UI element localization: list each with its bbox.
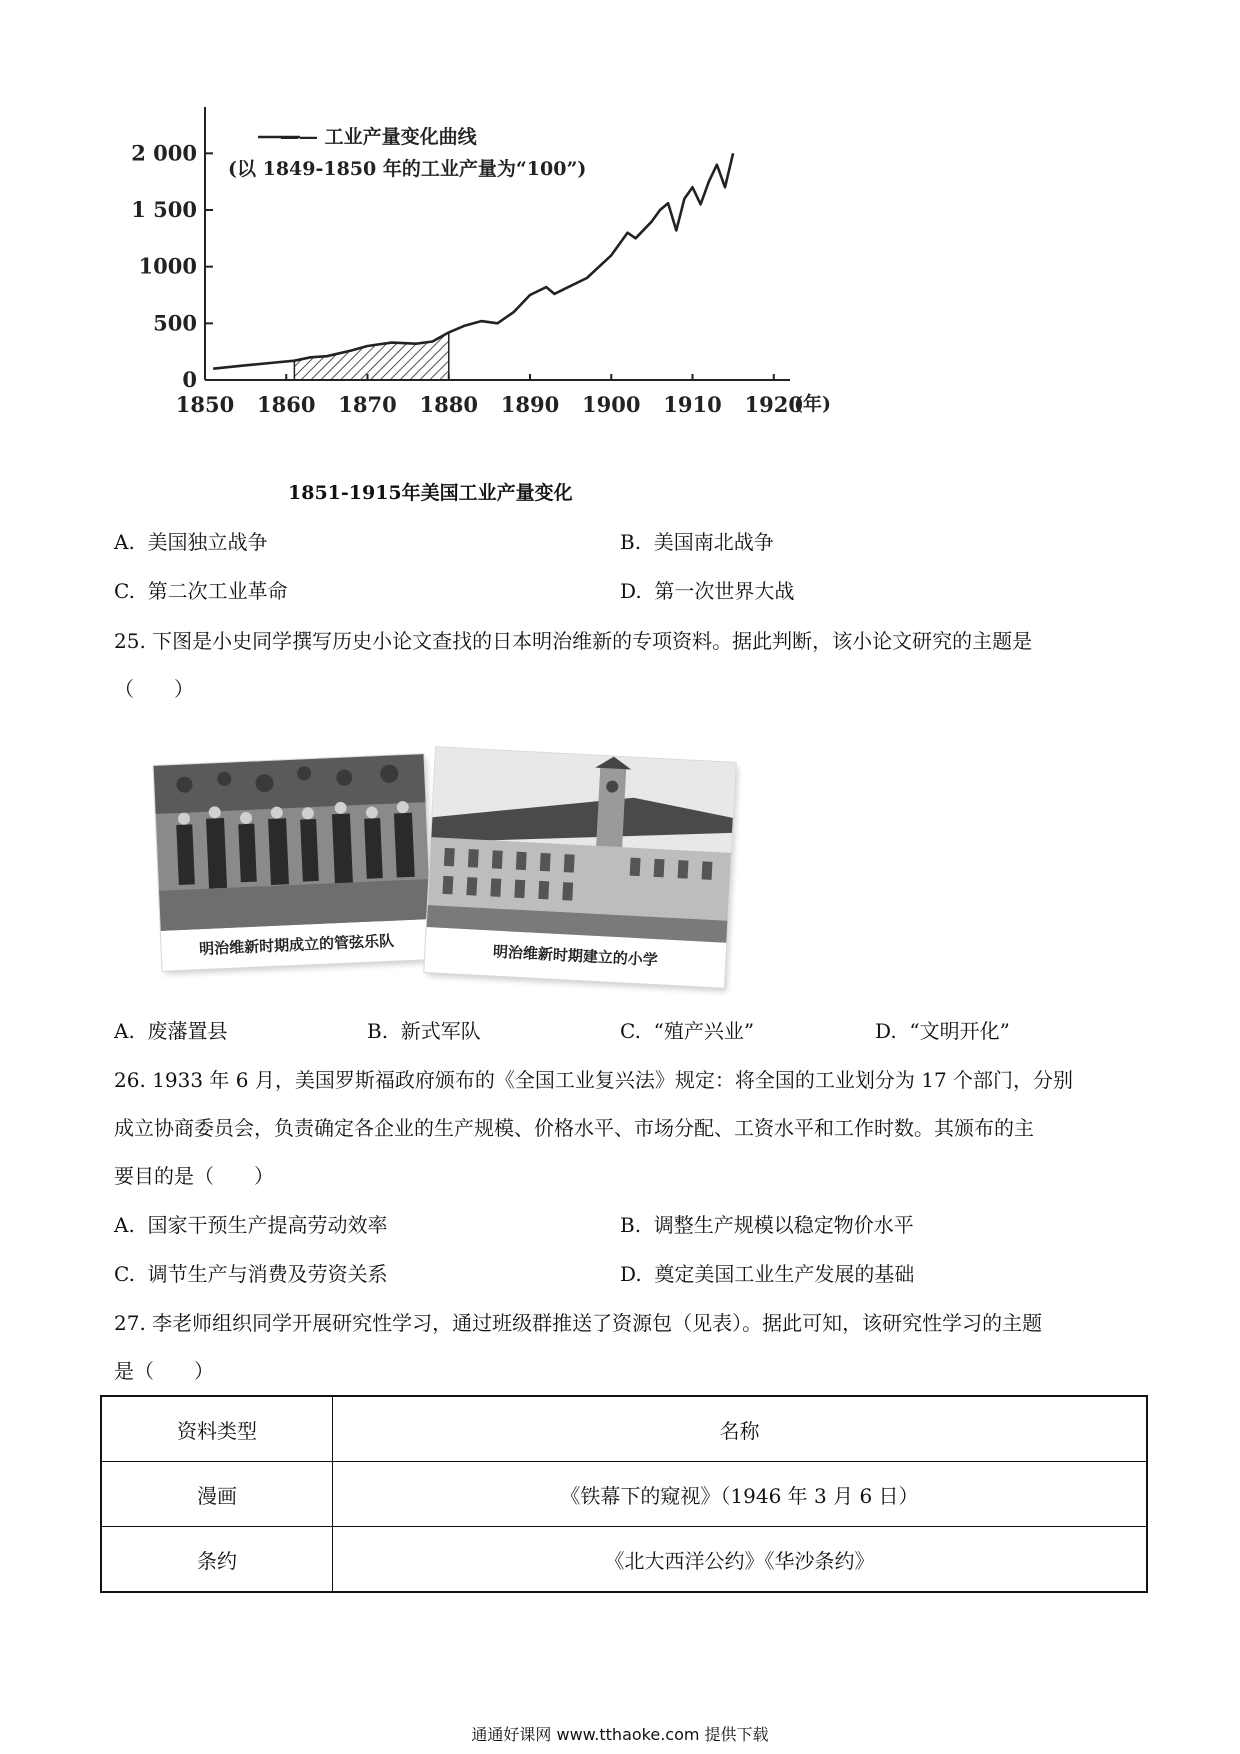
table-row bbox=[101, 1462, 1147, 1527]
q24-option-d bbox=[620, 577, 794, 605]
y-tick-label: 2 000 bbox=[131, 140, 197, 166]
option-text: “文明开化” bbox=[909, 1019, 1010, 1043]
y-tick-label: 1 500 bbox=[131, 197, 197, 222]
q25-option-a bbox=[114, 1017, 228, 1045]
x-tick-label: 1910 bbox=[663, 392, 722, 417]
chart-legend-line1: —— 工业产量变化曲线 bbox=[280, 126, 477, 148]
q25-option-d bbox=[875, 1017, 1010, 1045]
q26-option-a bbox=[114, 1211, 388, 1239]
option-label: B. bbox=[620, 1213, 642, 1237]
option-text: “殖产兴业” bbox=[653, 1019, 755, 1043]
option-text: 第二次工业革命 bbox=[147, 579, 288, 603]
option-label: D. bbox=[620, 1262, 642, 1286]
q26-stem-line3: 要目的是（ ） bbox=[114, 1164, 274, 1188]
option-label: B. bbox=[367, 1019, 389, 1043]
option-text: 奠定美国工业生产发展的基础 bbox=[654, 1262, 915, 1286]
table-row bbox=[101, 1527, 1147, 1593]
y-tick-label: 500 bbox=[153, 310, 197, 336]
x-tick-label: 1850 bbox=[175, 392, 235, 417]
y-tick-label: 1000 bbox=[138, 253, 197, 279]
x-tick-label: 1890 bbox=[500, 392, 560, 417]
option-text: 调整生产规模以稳定物价水平 bbox=[653, 1213, 914, 1237]
option-label: A. bbox=[114, 1019, 135, 1043]
option-text: 第一次世界大战 bbox=[654, 579, 795, 603]
x-tick-label: 1860 bbox=[257, 392, 316, 417]
option-text: 调节生产与消费及劳资关系 bbox=[147, 1262, 388, 1286]
q26-option-d bbox=[620, 1260, 914, 1288]
x-tick-label: 1900 bbox=[582, 392, 641, 417]
x-tick-label: 1920 bbox=[744, 392, 803, 417]
q24-option-a bbox=[114, 528, 268, 556]
orchestra-photo bbox=[154, 754, 433, 971]
q24-option-c bbox=[114, 577, 288, 605]
option-label: A. bbox=[114, 1213, 135, 1237]
y-tick-label: 0 bbox=[182, 367, 197, 392]
option-text: 美国南北战争 bbox=[653, 530, 774, 554]
q24-option-b bbox=[620, 528, 774, 556]
q26-option-c bbox=[114, 1260, 388, 1288]
option-text: 国家干预生产提高劳动效率 bbox=[147, 1213, 388, 1237]
q26-option-b bbox=[620, 1211, 914, 1239]
q25-option-b bbox=[367, 1017, 481, 1045]
q25-stem: 25. 下图是小史同学撰写历史小论文查找的日本明治维新的专项资料。据此判断，该小论文研究的主题是 bbox=[114, 629, 1033, 653]
chart-title: 1851-1915年美国工业产量变化 bbox=[288, 482, 573, 504]
option-label: C. bbox=[620, 1019, 641, 1043]
q27-stem-line2: 是（ ） bbox=[114, 1359, 214, 1383]
series-line bbox=[213, 153, 733, 368]
page-footer: 通通好课网 www.tthaoke.com 提供下载 bbox=[471, 1725, 769, 1744]
q26-stem-line1: 26. 1933 年 6 月，美国罗斯福政府颁布的《全国工业复兴法》规定：将全国的工业划分为 17 个部门，分别 bbox=[114, 1068, 1074, 1092]
chart-legend-line2: (以 1849-1850 年的工业产量为“100”) bbox=[228, 158, 587, 180]
table-cell: 漫画 bbox=[101, 1462, 333, 1527]
option-label: C. bbox=[114, 1262, 135, 1286]
x-tick-label: 1880 bbox=[419, 392, 478, 417]
option-text: 新式军队 bbox=[400, 1019, 481, 1043]
table-cell: 条约 bbox=[101, 1527, 333, 1593]
option-label: B. bbox=[620, 530, 642, 554]
option-label: C. bbox=[114, 579, 135, 603]
orchestra-caption: 明治维新时期成立的管弦乐队 bbox=[198, 931, 395, 959]
table-cell: 《铁幕下的窥视》（1946 年 3 月 6 日） bbox=[333, 1462, 1148, 1527]
school-photo bbox=[424, 747, 735, 987]
industrial-output-chart bbox=[110, 105, 831, 505]
option-text: 废藩置县 bbox=[147, 1019, 228, 1043]
x-axis-label: (年) bbox=[794, 393, 831, 415]
x-tick-label: 1870 bbox=[338, 392, 397, 417]
table-cell: 《北大西洋公约》《华沙条约》 bbox=[333, 1527, 1148, 1593]
option-label: A. bbox=[114, 530, 135, 554]
option-label: D. bbox=[875, 1019, 897, 1043]
resource-table bbox=[100, 1395, 1148, 1593]
table-header-row bbox=[101, 1396, 1147, 1462]
q27-stem-line1: 27. 李老师组织同学开展研究性学习，通过班级群推送了资源包（见表）。据此可知，该研究性学习的主题 bbox=[114, 1311, 1043, 1335]
option-text: 美国独立战争 bbox=[147, 530, 268, 554]
q25-option-c bbox=[620, 1017, 754, 1045]
option-label: D. bbox=[620, 579, 642, 603]
q25-stem-paren: （ ） bbox=[114, 677, 194, 701]
chart-series bbox=[213, 153, 733, 368]
q26-stem-line2: 成立协商委员会，负责确定各企业的生产规模、价格水平、市场分配、工资水平和工作时数。其颁布的主 bbox=[114, 1116, 1034, 1140]
school-caption: 明治维新时期建立的小学 bbox=[492, 942, 659, 970]
table-header-cell: 资料类型 bbox=[101, 1396, 333, 1462]
table-header-cell: 名称 bbox=[333, 1396, 1148, 1462]
